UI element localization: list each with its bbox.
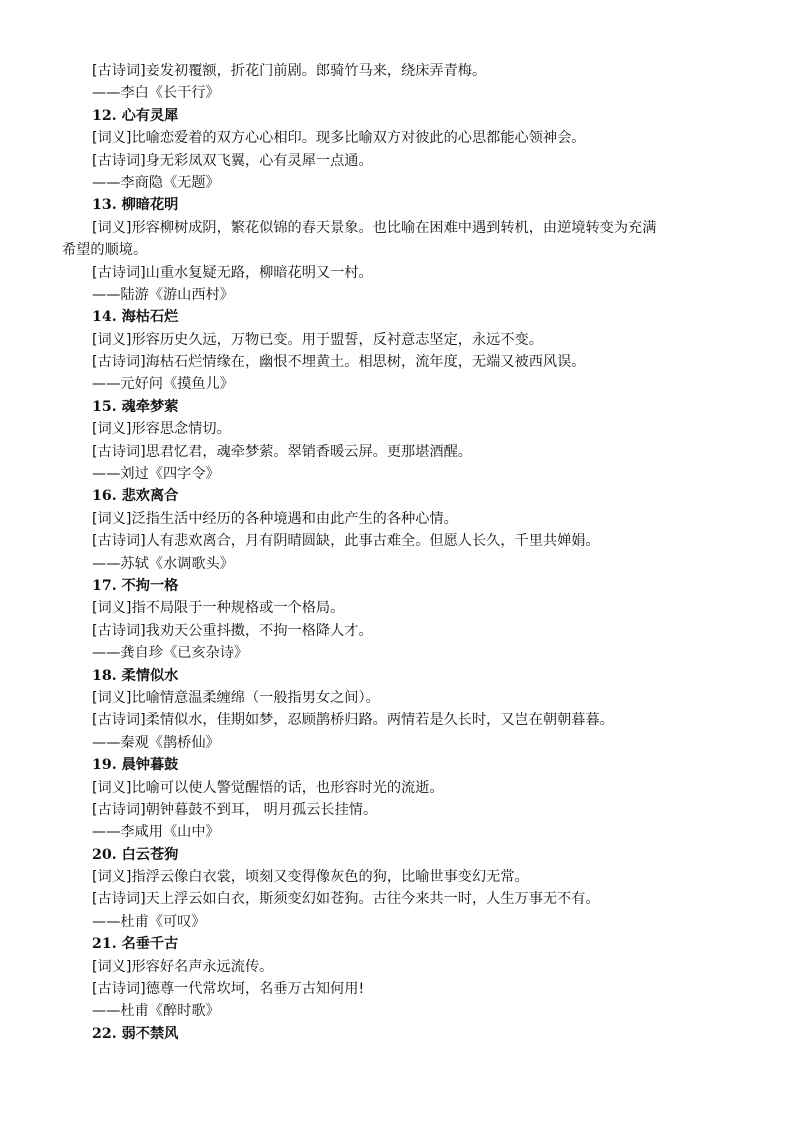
poem-line: [古诗词]海枯石烂情缘在，幽恨不埋黄土。相思树，流年度，无端又被西风误。 — [92, 354, 586, 371]
source-line: ——刘过《四字令》 — [92, 466, 220, 483]
source-line: ——杜甫《可叹》 — [92, 913, 206, 930]
poem-line: [古诗词]德尊一代常坎坷，名垂万古知何用! — [92, 981, 365, 998]
poem-line: [古诗词]人有悲欢离合，月有阴晴圆缺，此事古难全。但愿人长久，千里共婵娟。 — [92, 533, 600, 550]
poem-line: [古诗词]山重水复疑无路，柳暗花明又一村。 — [92, 264, 373, 281]
entry-title: 22. 弱不禁风 — [92, 1025, 179, 1042]
poem-line: [古诗词]天上浮云如白衣，斯须变幻如苍狗。古往今来共一时，人生万事无不有。 — [92, 891, 600, 908]
source-line: ——陆游《游山西村》 — [92, 286, 234, 303]
meaning-line: [词义]形容思念情切。 — [92, 421, 231, 438]
entry-title: 17. 不拘一格 — [92, 577, 179, 594]
source-line: ——秦观《鹊桥仙》 — [92, 734, 220, 751]
poem-line: [古诗词]朝钟暮鼓不到耳， 明月孤云长挂情。 — [92, 801, 378, 818]
entry-title: 18. 柔情似水 — [92, 667, 179, 684]
meaning-line: [词义]比喻恋爱着的双方心心相印。现多比喻双方对彼此的心思都能心领神会。 — [92, 130, 586, 147]
meaning-line: [词义]形容好名声永远流传。 — [92, 958, 274, 975]
meaning-line: [词义]泛指生活中经历的各种境遇和由此产生的各种心情。 — [92, 510, 458, 527]
source-line: ——杜甫《醉时歌》 — [92, 1003, 220, 1020]
source-line: ——苏轼《水调歌头》 — [92, 555, 234, 572]
entry-title: 12. 心有灵犀 — [92, 107, 179, 124]
meaning-block — [62, 217, 742, 262]
document-page — [62, 60, 742, 1045]
poem-line: [古诗词]思君忆君，魂牵梦萦。翠销香暖云屏。更那堪酒醒。 — [92, 443, 472, 460]
meaning-line: [词义]指浮云像白衣裳，顷刻又变得像灰色的狗，比喻世事变幻无常。 — [92, 869, 529, 886]
source-line: ——李白《长干行》 — [92, 85, 220, 102]
source-line: ——元好问《摸鱼儿》 — [92, 376, 234, 393]
meaning-line: [词义]指不局限于一种规格或一个格局。 — [92, 600, 345, 617]
poem-line: [古诗词]妾发初覆额，折花门前剧。郎骑竹马来，绕床弄青梅。 — [92, 63, 487, 79]
poem-line: [古诗词]身无彩凤双飞翼，心有灵犀一点通。 — [92, 152, 373, 169]
source-line: ——李咸用《山中》 — [92, 824, 220, 841]
meaning-line: [词义]比喻情意温柔缠绵（一般指男女之间）。 — [92, 689, 380, 706]
meaning-line: [词义]形容历史久远，万物已变。用于盟誓，反衬意志坚定，永远不变。 — [92, 331, 543, 348]
entry-title: 14. 海枯石烂 — [92, 309, 179, 326]
meaning-line: [词义]比喻可以使人警觉醒悟的话，也形容时光的流逝。 — [92, 779, 444, 796]
poem-line: [古诗词]柔情似水，佳期如梦，忍顾鹊桥归路。两情若是久长时，又岂在朝朝暮暮。 — [92, 712, 614, 729]
poem-line: [古诗词]我劝天公重抖擞，不拘一格降人才。 — [92, 622, 373, 639]
entry-title: 19. 晨钟暮鼓 — [92, 757, 179, 774]
source-line: ——龚自珍《已亥杂诗》 — [92, 645, 249, 662]
entry-title: 13. 柳暗花明 — [92, 197, 179, 214]
meaning-line-continued: 希望的顺境。 — [62, 242, 148, 259]
entry-title: 20. 白云苍狗 — [92, 846, 179, 863]
source-line: ——李商隐《无题》 — [92, 174, 220, 191]
entry-title: 21. 名垂千古 — [92, 936, 179, 953]
entry-title: 16. 悲欢离合 — [92, 488, 179, 505]
meaning-line: [词义]形容柳树成阴，繁花似锦的春天景象。也比喻在困难中遇到转机，由逆境转变为充满 — [92, 219, 657, 236]
entry-title: 15. 魂牵梦萦 — [92, 398, 179, 415]
